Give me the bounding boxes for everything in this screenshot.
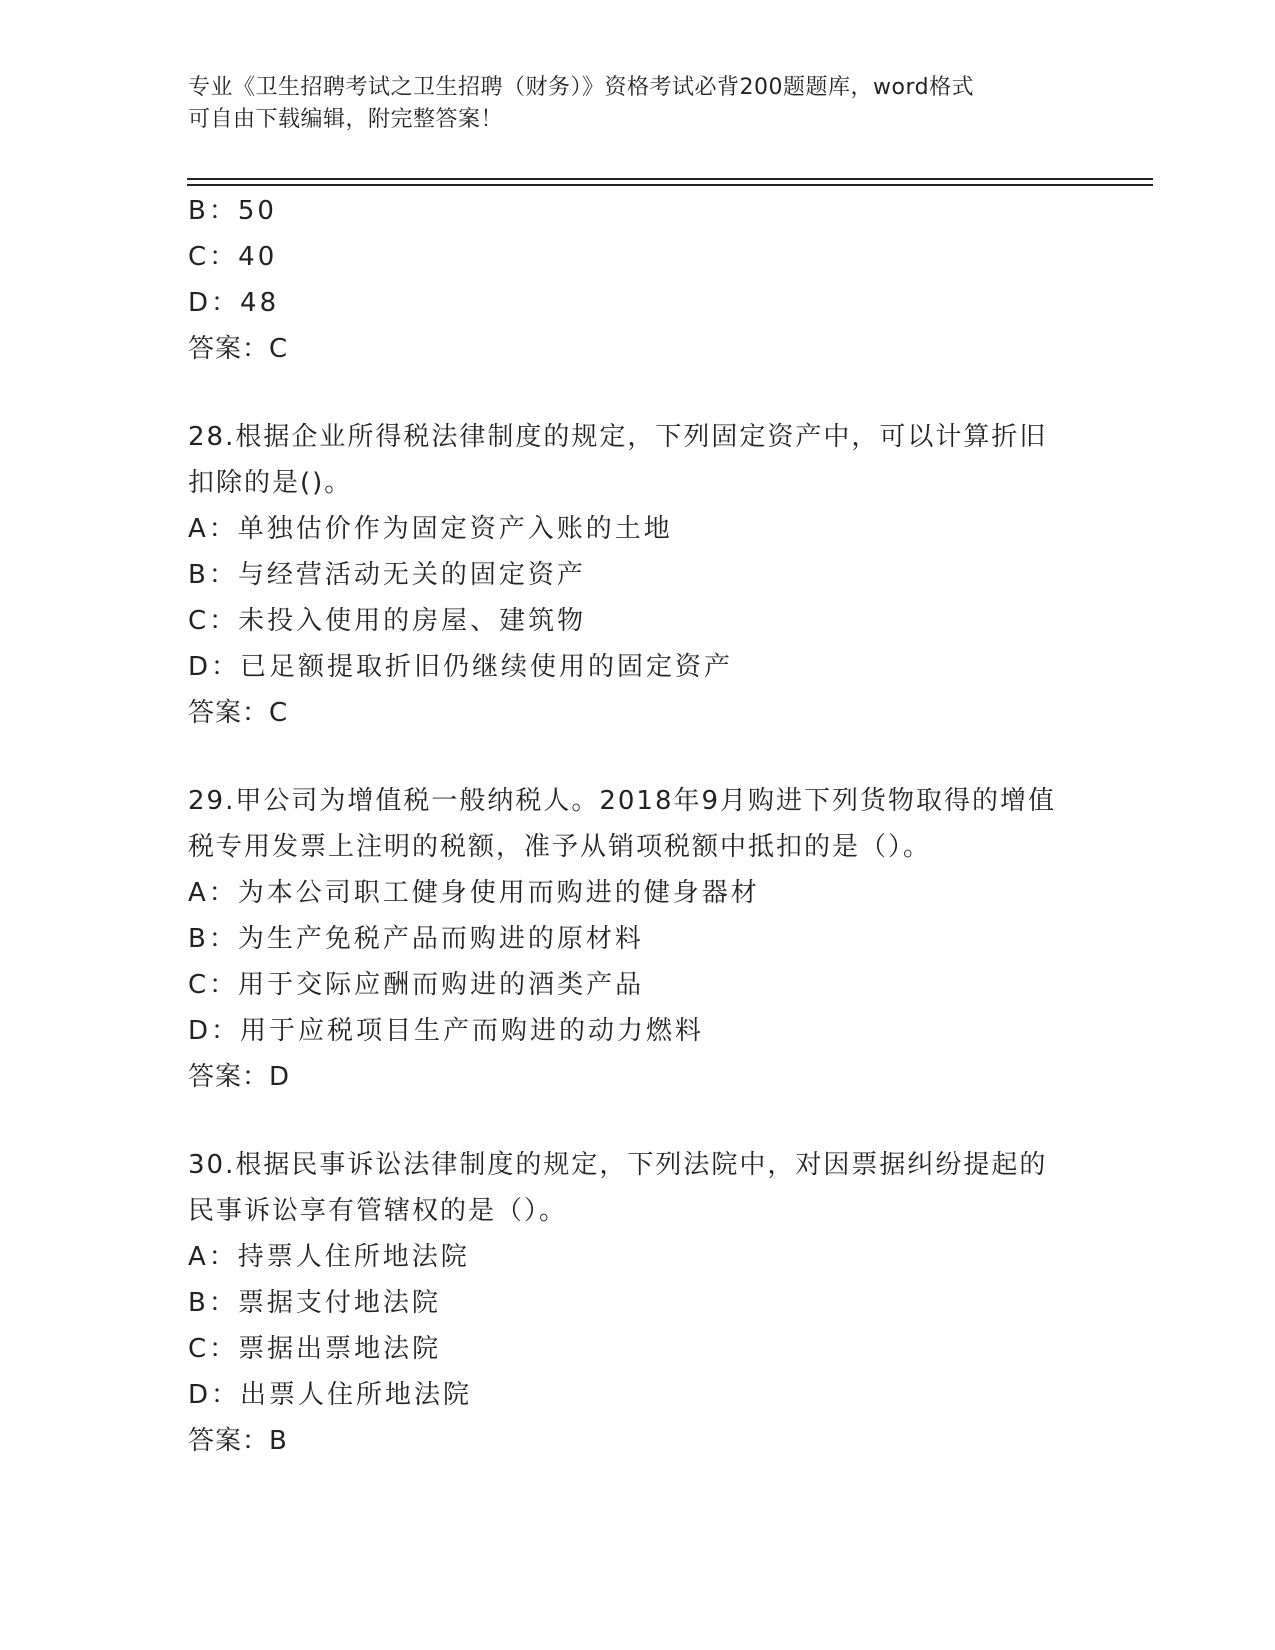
option-c: C：未投入使用的房屋、建筑物 — [188, 606, 587, 636]
option-d: D：出票人住所地法院 — [188, 1380, 473, 1410]
question-block-30 — [188, 1142, 1148, 1464]
answer-line: 答案：B — [188, 1426, 288, 1456]
header-line-1: 专业《卫生招聘考试之卫生招聘（财务）》资格考试必背200题题库，word格式 — [188, 75, 975, 100]
question-stem-line-1: 29.甲公司为增值税一般纳税人。2018年9月购进下列货物取得的增值 — [188, 786, 1057, 816]
option-d: D：48 — [188, 288, 280, 318]
option-a: A：为本公司职工健身使用而购进的健身器材 — [188, 878, 760, 908]
header-divider-bottom — [187, 184, 1153, 186]
answer-line: 答案：C — [188, 334, 289, 364]
document-header — [188, 72, 1088, 136]
answer-line: 答案：D — [188, 1062, 291, 1092]
question-block-continued — [188, 188, 1148, 372]
question-stem-line-1: 28.根据企业所得税法律制度的规定，下列固定资产中，可以计算折旧 — [188, 422, 1048, 452]
header-line-2: 可自由下载编辑，附完整答案！ — [188, 107, 504, 132]
option-c: C：40 — [188, 242, 278, 272]
option-c: C：用于交际应酬而购进的酒类产品 — [188, 970, 645, 1000]
option-d: D：用于应税项目生产而购进的动力燃料 — [188, 1016, 705, 1046]
question-block-29 — [188, 778, 1148, 1100]
option-c: C：票据出票地法院 — [188, 1334, 442, 1364]
spacer — [188, 1100, 1148, 1142]
option-d: D：已足额提取折旧仍继续使用的固定资产 — [188, 652, 734, 682]
option-b: B：票据支付地法院 — [188, 1288, 441, 1318]
option-a: A：持票人住所地法院 — [188, 1242, 470, 1272]
option-b: B：50 — [188, 196, 277, 226]
question-list — [188, 188, 1148, 1464]
question-block-28 — [188, 414, 1148, 736]
question-stem-line-2: 民事诉讼享有管辖权的是（）。 — [188, 1196, 568, 1226]
question-stem-line-2: 扣除的是()。 — [188, 468, 353, 498]
question-stem-line-2: 税专用发票上注明的税额，准予从销项税额中抵扣的是（）。 — [188, 832, 932, 862]
answer-line: 答案：C — [188, 698, 289, 728]
spacer — [188, 372, 1148, 414]
option-a: A：单独估价作为固定资产入账的土地 — [188, 514, 673, 544]
option-b: B：为生产免税产品而购进的原材料 — [188, 924, 644, 954]
question-stem-line-1: 30.根据民事诉讼法律制度的规定，下列法院中，对因票据纠纷提起的 — [188, 1150, 1048, 1180]
option-b: B：与经营活动无关的固定资产 — [188, 560, 586, 590]
spacer — [188, 736, 1148, 778]
header-divider-top — [187, 178, 1153, 180]
